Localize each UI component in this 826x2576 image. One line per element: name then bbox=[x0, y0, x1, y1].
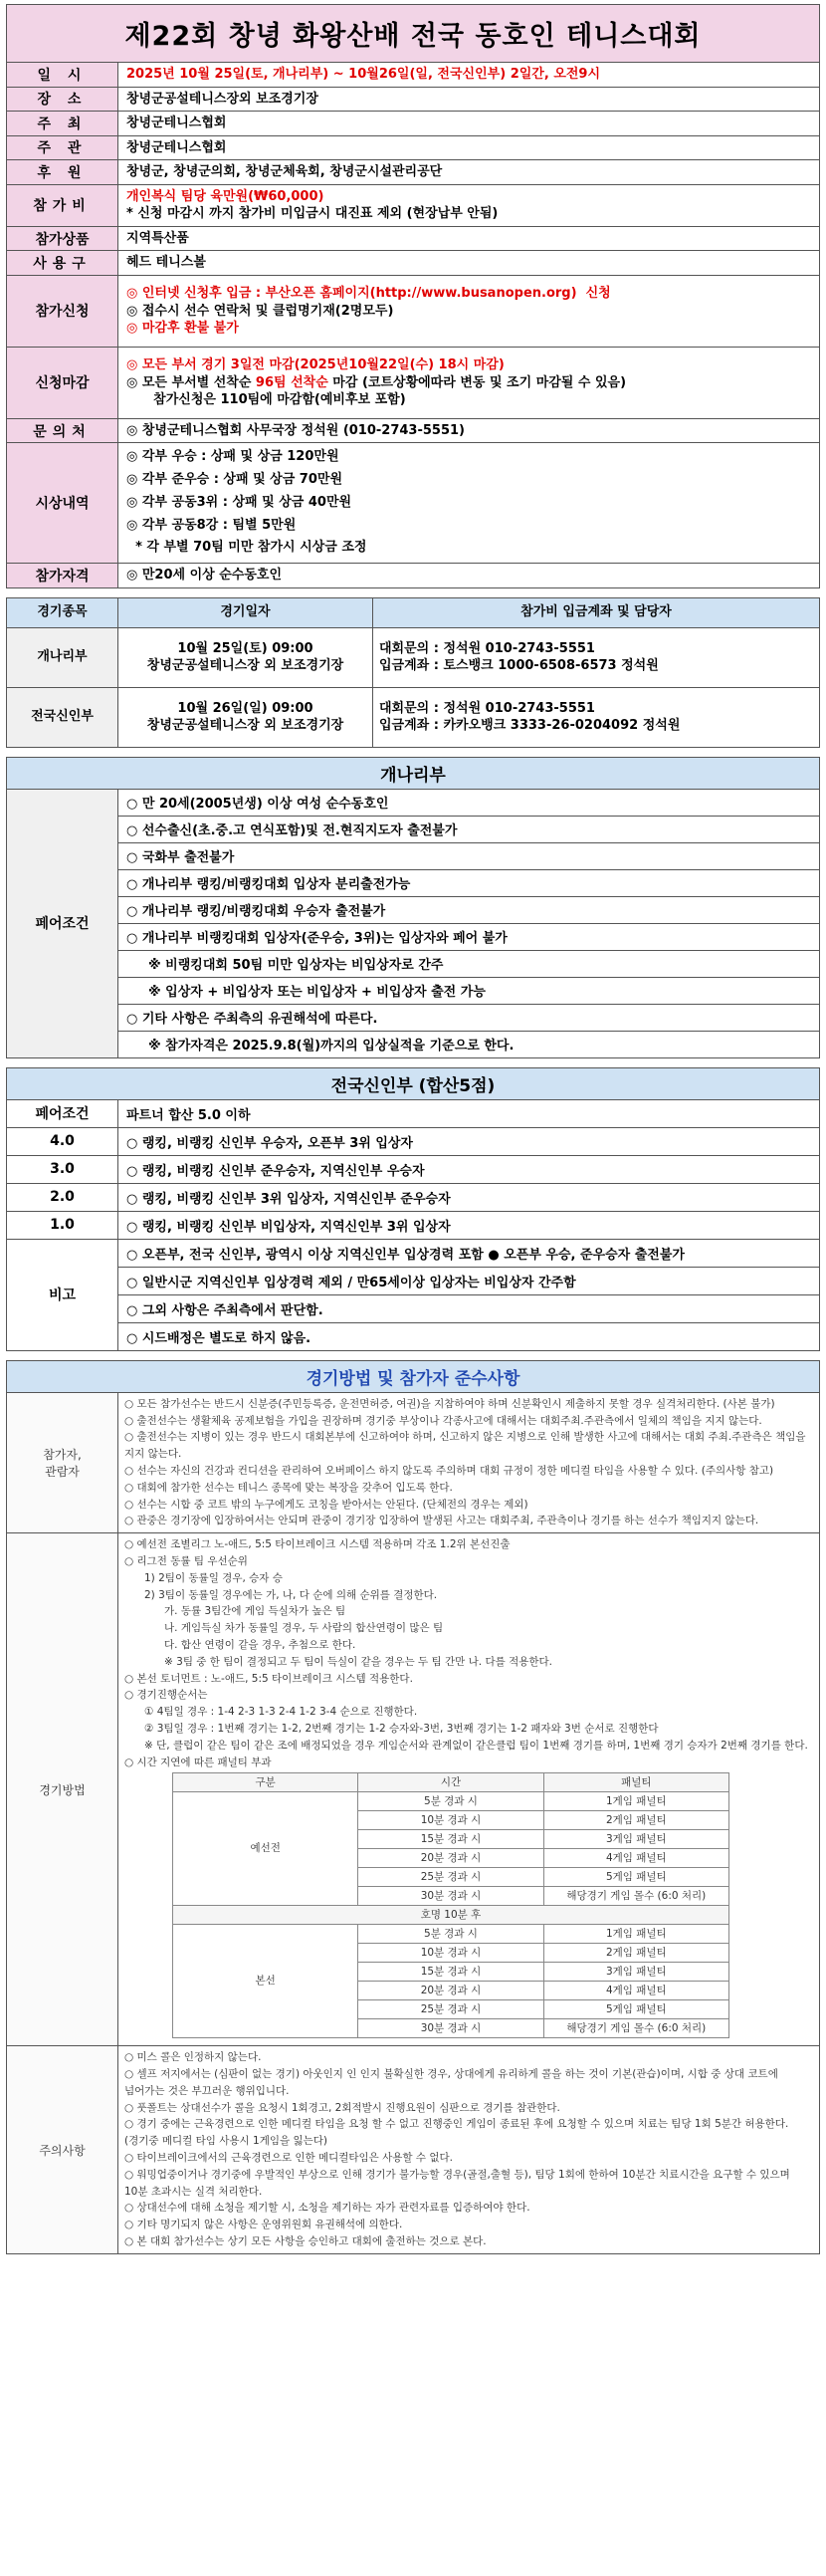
info-line bbox=[126, 205, 811, 223]
info-value bbox=[118, 275, 820, 347]
note-item: ○ 그외 사항은 주최측에서 판단함. bbox=[118, 1294, 820, 1322]
penalty-value: 5게임 패널티 bbox=[543, 1868, 728, 1887]
entry-division: 전국신인부 bbox=[7, 687, 118, 747]
condition-row bbox=[7, 789, 820, 816]
rules-title: 경기방법 및 참가자 준수사항 bbox=[7, 1360, 820, 1392]
info-label: 시상내역 bbox=[7, 443, 118, 564]
note-row bbox=[7, 1322, 820, 1350]
condition-row bbox=[7, 977, 820, 1004]
penalty-header bbox=[173, 1773, 729, 1792]
info-label: 문의처 bbox=[7, 418, 118, 443]
text-span: 창녕군, 창녕군의회, 창녕군체육회, 창녕군시설관리공단 bbox=[126, 164, 443, 180]
condition-row bbox=[7, 869, 820, 896]
condition-item: ※ 입상자 + 비입상자 또는 비입상자 + 비입상자 출전 가능 bbox=[118, 977, 820, 1004]
rules-line: 다. 합산 연령이 같을 경우, 추첨으로 한다. bbox=[164, 1638, 356, 1651]
info-row bbox=[7, 184, 820, 226]
rules-line: ※ 3팀 중 한 팀이 결정되고 두 팀이 득실이 같을 경우는 두 팀 간만 나. 다를 적용한다. bbox=[164, 1655, 552, 1668]
entry-header-division: 경기종목 bbox=[7, 597, 118, 627]
info-value bbox=[118, 443, 820, 564]
penalty-time: 10분 경과 시 bbox=[358, 1811, 543, 1830]
info-label: 신청마감 bbox=[7, 347, 118, 418]
rules-label bbox=[7, 2046, 118, 2254]
penalty-time: 25분 경과 시 bbox=[358, 2000, 543, 2019]
text-span: ◎ 인터넷 신청후 입금 : 부산오픈 홈페이지(http://www.busanopen.org) 신청 bbox=[126, 286, 611, 302]
rules-line: ○ 경기진행순서는 bbox=[124, 1689, 208, 1702]
pair-condition-label: 페어조건 bbox=[7, 1099, 118, 1127]
info-label: 후 원 bbox=[7, 160, 118, 185]
penalty-sub-cell: 호명 10분 후 bbox=[173, 1906, 729, 1925]
rules-section bbox=[7, 1533, 820, 2046]
rules-line: ※ 단, 클럽이 같은 팀이 같은 조에 배정되었을 경우 게임순서와 관계없이 같은클럽 팀이 1번째 경기를 하며, 1번째 경기 승자가 2번째 경기를 한다. bbox=[144, 1739, 808, 1752]
condition-item: ○ 개나리부 랭킹/비랭킹대회 우승자 출전불가 bbox=[118, 896, 820, 923]
entry-header-date: 경기일자 bbox=[118, 597, 373, 627]
text-span: 마감 (코트상황에따라 변동 및 조기 마감될 수 있음) bbox=[327, 374, 627, 390]
score-row bbox=[7, 1127, 820, 1155]
penalty-header-cell: 패널티 bbox=[543, 1773, 728, 1792]
penalty-row bbox=[173, 1792, 729, 1811]
info-label: 참가비 bbox=[7, 184, 118, 226]
rules-section bbox=[7, 2046, 820, 2254]
rules-line: ○ 시간 지연에 따른 패널티 부과 bbox=[124, 1756, 272, 1768]
info-label: 장 소 bbox=[7, 87, 118, 112]
text-span: 96팀 선착순 bbox=[255, 374, 328, 390]
rules-line: ○ 풋폴트는 상대선수가 콜을 요청시 1회경고, 2회적발시 진행요원이 심판으로 경기를 참관한다. bbox=[124, 2101, 560, 2114]
text-span: ◎ 각부 공동8강 : 팀별 5만원 bbox=[126, 517, 297, 533]
condition-item: ○ 만 20세(2005년생) 이상 여성 순수동호인 bbox=[118, 789, 820, 816]
entry-date: 10월 26일(일) 09:00 bbox=[177, 700, 313, 716]
text-span: 창녕군테니스협회 bbox=[126, 139, 227, 155]
info-line bbox=[126, 188, 811, 206]
condition-item: ○ 선수출신(초.중.고 연식포함)및 전.현직지도자 출전불가 bbox=[118, 816, 820, 842]
info-line bbox=[126, 492, 811, 515]
penalty-value: 3게임 패널티 bbox=[543, 1830, 728, 1849]
info-row bbox=[7, 443, 820, 564]
condition-item: ※ 참가자격은 2025.9.8(월)까지의 입상실적을 기준으로 한다. bbox=[118, 1031, 820, 1057]
rules-line: ○ 경기 중에는 근육경련으로 인한 메디컬 타임을 요청 할 수 없고 진행중인 게임이 종료된 후에 요청할 수 있으며 치료는 팀당 1회 5분간 허용한다. (경기중 메디컬 타임 사용시 1게임을 잃는다) bbox=[124, 2118, 789, 2148]
penalty-value: 1게임 패널티 bbox=[543, 1925, 728, 1944]
penalty-value: 4게임 패널티 bbox=[543, 1982, 728, 2000]
page-title: 제22회 창녕 화왕산배 전국 동호인 테니스대회 bbox=[7, 5, 820, 63]
info-value bbox=[118, 564, 820, 588]
score-desc: ○ 랭킹, 비랭킹 신인부 준우승자, 지역신인부 우승자 bbox=[118, 1155, 820, 1183]
penalty-time: 5분 경과 시 bbox=[358, 1925, 543, 1944]
condition-item: ○ 국화부 출전불가 bbox=[118, 842, 820, 869]
penalty-time: 25분 경과 시 bbox=[358, 1868, 543, 1887]
info-row bbox=[7, 87, 820, 112]
info-value bbox=[118, 226, 820, 251]
penalty-row bbox=[173, 1925, 729, 1944]
info-row bbox=[7, 226, 820, 251]
info-row bbox=[7, 564, 820, 588]
rules-label-line: 관람자 bbox=[45, 1464, 80, 1479]
text-span: 지역특산품 bbox=[126, 230, 189, 246]
entry-row bbox=[7, 627, 820, 687]
rules-line: ○ 관중은 경기장에 입장하여서는 안되며 관중이 경기장 입장하여 발생된 사고는 대회주최, 주관측이나 경기를 하는 선수가 책임지지 않는다. bbox=[124, 1515, 759, 1527]
entry-account-cell bbox=[373, 627, 820, 687]
rules-line: ○ 상대선수에 대해 소청을 제기할 시, 소청을 제기하는 자가 관련자료를 입증하여야 한다. bbox=[124, 2202, 530, 2215]
national-table bbox=[6, 1067, 820, 1351]
rules-line: ② 3팀일 경우 : 1번째 경기는 1-2, 2번째 경기는 1-2 승자와-3번, 3번째 경기는 1-2 패자와 3번 순서로 진행한다 bbox=[144, 1722, 659, 1735]
penalty-time: 20분 경과 시 bbox=[358, 1849, 543, 1868]
penalty-time: 5분 경과 시 bbox=[358, 1792, 543, 1811]
score-row bbox=[7, 1155, 820, 1183]
entry-account: 입금계좌 : 카카오뱅크 3333-26-0204092 정석원 bbox=[379, 718, 681, 734]
info-table bbox=[6, 4, 820, 588]
rules-line: ○ 워밍업중이거나 경기중에 우발적인 부상으로 인해 경기가 불가능할 경우(골절,출혈 등), 팀당 1회에 한하여 10분간 치료시간을 요구할 수 있으며 10분 초과시는 실격 처리한다. bbox=[124, 2168, 790, 2198]
rules-line: ○ 선수는 시합 중 코트 밖의 누구에게도 코칭을 받아서는 안된다. (단체전의 경우는 제외) bbox=[124, 1498, 528, 1511]
info-value bbox=[118, 160, 820, 185]
rules-line: ○ 기타 명기되지 않은 사항은 운영위원회 유권해석에 의한다. bbox=[124, 2219, 403, 2231]
penalty-value: 2게임 패널티 bbox=[543, 1944, 728, 1963]
rules-line: ○ 대회에 참가한 선수는 테니스 종목에 맞는 복장을 갖추어 입도록 한다. bbox=[124, 1481, 453, 1494]
rules-content bbox=[118, 2046, 820, 2254]
info-line bbox=[126, 446, 811, 469]
score-desc: ○ 랭킹, 비랭킹 신인부 비입상자, 지역신인부 3위 입상자 bbox=[118, 1211, 820, 1239]
condition-item: ※ 비랭킹대회 50팀 미만 입상자는 비입상자로 간주 bbox=[118, 950, 820, 977]
info-row bbox=[7, 347, 820, 418]
notes-label: 비고 bbox=[7, 1239, 118, 1350]
penalty-table bbox=[172, 1772, 729, 2038]
info-label: 주 관 bbox=[7, 135, 118, 160]
national-title: 전국신인부 (합산5점) bbox=[7, 1067, 820, 1099]
info-line bbox=[126, 515, 811, 538]
info-value bbox=[118, 251, 820, 276]
entry-division: 개나리부 bbox=[7, 627, 118, 687]
info-value bbox=[118, 63, 820, 88]
condition-item: ○ 개나리부 비랭킹대회 입상자(준우승, 3위)는 입상자와 페어 불가 bbox=[118, 923, 820, 950]
rules-line: ○ 미스 콜은 인정하지 않는다. bbox=[124, 2051, 262, 2064]
entry-account: 입금계좌 : 토스뱅크 1000-6508-6573 정석원 bbox=[379, 658, 659, 674]
condition-row bbox=[7, 896, 820, 923]
rules-line: ○ 리그전 동률 팀 우선순위 bbox=[124, 1554, 248, 1567]
score-value: 2.0 bbox=[7, 1183, 118, 1211]
penalty-header-cell: 구분 bbox=[173, 1773, 358, 1792]
info-line bbox=[126, 320, 811, 338]
text-span: 개인복식 팀당 육만원(₩60,000) bbox=[126, 188, 324, 204]
info-row bbox=[7, 418, 820, 443]
text-span: ◎ 각부 공동3위 : 상패 및 상금 40만원 bbox=[126, 494, 352, 510]
score-value: 4.0 bbox=[7, 1127, 118, 1155]
score-value: 3.0 bbox=[7, 1155, 118, 1183]
text-span: 2025년 10월 25일(토, 개나리부) ~ 10월26일(일, 전국신인부) 2일간, 오전9시 bbox=[126, 67, 601, 82]
score-desc: ○ 랭킹, 비랭킹 신인부 3위 입상자, 지역신인부 준우승자 bbox=[118, 1183, 820, 1211]
text-span: 참가신청은 110팀에 마감함(예비후보 포함) bbox=[126, 392, 406, 408]
rules-content bbox=[118, 1392, 820, 1532]
condition-row bbox=[7, 1004, 820, 1031]
rules-label-line: 경기방법 bbox=[39, 1782, 86, 1797]
text-span: ◎ 모든 부서 경기 3일전 마감(2025년10월22일(수) 18시 마감) bbox=[126, 357, 505, 373]
penalty-time: 30분 경과 시 bbox=[358, 1887, 543, 1906]
entry-venue: 창녕군공설테니스장 외 보조경기장 bbox=[146, 718, 344, 734]
condition-row bbox=[7, 1031, 820, 1057]
text-span: ◎ 만20세 이상 순수동호인 bbox=[126, 568, 283, 584]
text-span: ◎ 각부 준우승 : 상패 및 상금 70만원 bbox=[126, 472, 343, 488]
info-row bbox=[7, 112, 820, 136]
score-row bbox=[7, 1183, 820, 1211]
gaenari-label: 페어조건 bbox=[7, 789, 118, 1057]
entry-account-cell bbox=[373, 687, 820, 747]
info-line bbox=[126, 374, 811, 392]
penalty-group: 본선 bbox=[173, 1925, 358, 2038]
info-row bbox=[7, 135, 820, 160]
entry-date: 10월 25일(토) 09:00 bbox=[177, 640, 313, 656]
info-line bbox=[126, 356, 811, 374]
condition-row bbox=[7, 816, 820, 842]
entry-contact: 대회문의 : 정석원 010-2743-5551 bbox=[379, 640, 595, 656]
gaenari-table bbox=[6, 757, 820, 1058]
text-span: 창녕군테니스협회 bbox=[126, 116, 227, 131]
text-span: ◎ 접수시 선수 연락처 및 클럽명기재(2명모두) bbox=[126, 303, 394, 319]
gaenari-title: 개나리부 bbox=[7, 757, 820, 789]
info-row bbox=[7, 63, 820, 88]
info-line bbox=[126, 303, 811, 321]
info-label: 참가상품 bbox=[7, 226, 118, 251]
penalty-sub-row bbox=[173, 1906, 729, 1925]
info-line bbox=[126, 537, 811, 560]
score-row bbox=[7, 1211, 820, 1239]
rules-label bbox=[7, 1392, 118, 1532]
penalty-time: 15분 경과 시 bbox=[358, 1963, 543, 1982]
score-value: 1.0 bbox=[7, 1211, 118, 1239]
entry-date-cell bbox=[118, 627, 373, 687]
penalty-value: 해당경기 게임 몰수 (6:0 처리) bbox=[543, 1887, 728, 1906]
info-row bbox=[7, 251, 820, 276]
text-span: ◎ 각부 우승 : 상패 및 상금 120만원 bbox=[126, 449, 339, 465]
penalty-group: 예선전 bbox=[173, 1792, 358, 1906]
rules-line: ○ 출전선수는 생활체육 공제보험을 가입을 권장하며 경기중 부상이나 각종사고에 대해서는 대회주최.주관측에서 일체의 책임을 지지 않는다. bbox=[124, 1414, 762, 1427]
condition-item: ○ 개나리부 랭킹/비랭킹대회 입상자 분리출전가능 bbox=[118, 869, 820, 896]
rules-section bbox=[7, 1392, 820, 1532]
text-span: ◎ 창녕군테니스협회 사무국장 정석원 (010-2743-5551) bbox=[126, 422, 465, 438]
penalty-value: 3게임 패널티 bbox=[543, 1963, 728, 1982]
note-item: ○ 시드배정은 별도로 하지 않음. bbox=[118, 1322, 820, 1350]
pair-condition-value: 파트너 합산 5.0 이하 bbox=[118, 1099, 820, 1127]
rules-line: ○ 예선전 조별리그 노-애드, 5:5 타이브레이크 시스템 적용하며 각조 1.2위 본선진출 bbox=[124, 1538, 511, 1551]
penalty-value: 해당경기 게임 몰수 (6:0 처리) bbox=[543, 2019, 728, 2038]
penalty-value: 4게임 패널티 bbox=[543, 1849, 728, 1868]
info-label: 참가신청 bbox=[7, 275, 118, 347]
text-span: * 신청 마감시 까지 참가비 미입금시 대진표 제외 (현장납부 안됨) bbox=[126, 206, 499, 222]
info-row bbox=[7, 275, 820, 347]
rules-line: ○ 선수는 자신의 건강과 컨디션을 관리하여 오버페이스 하지 않도록 주의하며 대회 규정이 정한 메디컬 타임을 사용할 수 있다. (주의사항 참고) bbox=[124, 1464, 774, 1477]
info-value bbox=[118, 135, 820, 160]
info-value bbox=[118, 112, 820, 136]
condition-row bbox=[7, 950, 820, 977]
rules-line: ○ 모든 참가선수는 반드시 신분증(주민등록증, 운전면허증, 여권)을 지참하여야 하며 신분확인시 제출하지 못할 경우 실격처리한다. (사본 불가) bbox=[124, 1397, 775, 1410]
info-line bbox=[126, 469, 811, 492]
rules-line: ① 4팀일 경우 : 1-4 2-3 1-3 2-4 1-2 3-4 순으로 진행한다. bbox=[144, 1706, 418, 1719]
text-span: 헤드 테니스볼 bbox=[126, 255, 206, 271]
entry-header-account: 참가비 입금계좌 및 담당자 bbox=[373, 597, 820, 627]
score-desc: ○ 랭킹, 비랭킹 신인부 우승자, 오픈부 3위 입상자 bbox=[118, 1127, 820, 1155]
info-label: 사용구 bbox=[7, 251, 118, 276]
entry-table bbox=[6, 597, 820, 748]
penalty-time: 10분 경과 시 bbox=[358, 1944, 543, 1963]
rules-line: 1) 2팀이 동률일 경우, 승자 승 bbox=[144, 1571, 283, 1584]
info-line bbox=[126, 285, 811, 303]
rules-line: ○ 본선 토너먼트 : 노-애드, 5:5 타이브레이크 시스템 적용한다. bbox=[124, 1672, 413, 1685]
penalty-time: 15분 경과 시 bbox=[358, 1830, 543, 1849]
info-label: 참가자격 bbox=[7, 564, 118, 588]
penalty-time: 30분 경과 시 bbox=[358, 2019, 543, 2038]
rules-content bbox=[118, 1533, 820, 2046]
entry-row bbox=[7, 687, 820, 747]
info-label: 주 최 bbox=[7, 112, 118, 136]
penalty-time: 20분 경과 시 bbox=[358, 1982, 543, 2000]
info-line bbox=[126, 391, 811, 409]
note-item: ○ 오픈부, 전국 신인부, 광역시 이상 지역신인부 입상경력 포함 ● 오픈부 우승, 준우승자 출전불가 bbox=[118, 1239, 820, 1267]
condition-item: ○ 기타 사항은 주최측의 유권해석에 따른다. bbox=[118, 1004, 820, 1031]
info-row bbox=[7, 160, 820, 185]
text-span: ◎ 모든 부서별 선착순 bbox=[126, 374, 256, 390]
text-span: * 각 부별 70팀 미만 참가시 시상금 조정 bbox=[126, 540, 367, 556]
penalty-value: 5게임 패널티 bbox=[543, 2000, 728, 2019]
entry-date-cell bbox=[118, 687, 373, 747]
info-value bbox=[118, 418, 820, 443]
text-span: ◎ 마감후 환불 불가 bbox=[126, 321, 239, 337]
rules-label-line: 주의사항 bbox=[39, 2143, 86, 2158]
rules-table bbox=[6, 1360, 820, 2254]
rules-label bbox=[7, 1533, 118, 2046]
condition-row bbox=[7, 842, 820, 869]
note-row bbox=[7, 1294, 820, 1322]
entry-contact: 대회문의 : 정석원 010-2743-5551 bbox=[379, 700, 595, 716]
entry-venue: 창녕군공설테니스장 외 보조경기장 bbox=[146, 658, 344, 674]
rules-line: ○ 출전선수는 지병이 있는 경우 반드시 대회본부에 신고하여야 하며, 신고하지 않은 지병으로 인해 발생한 사고에 대해서는 대회 주최.주관측은 책임을 지지 않는다. bbox=[124, 1431, 806, 1461]
penalty-header-cell: 시간 bbox=[358, 1773, 543, 1792]
note-item: ○ 일반시군 지역신인부 입상경력 제외 / 만65세이상 입상자는 비입상자 간주함 bbox=[118, 1267, 820, 1294]
rules-line: 2) 3팀이 동률일 경우에는 가, 나, 다 순에 의해 순위를 결정한다. bbox=[144, 1588, 438, 1601]
penalty-value: 2게임 패널티 bbox=[543, 1811, 728, 1830]
rules-label-line: 참가자, bbox=[43, 1447, 82, 1462]
rules-line: 가. 동률 3팀간에 게임 득실차가 높은 팀 bbox=[164, 1605, 346, 1618]
rules-line: 나. 게임득실 차가 동률일 경우, 두 사람의 합산연령이 많은 팀 bbox=[164, 1622, 444, 1635]
text-span: 창녕군공설테니스장외 보조경기장 bbox=[126, 91, 318, 107]
condition-row bbox=[7, 923, 820, 950]
note-row bbox=[7, 1239, 820, 1267]
note-row bbox=[7, 1267, 820, 1294]
rules-line: ○ 타이브레이크에서의 근육경련으로 인한 메디컬타임은 사용할 수 없다. bbox=[124, 2152, 454, 2165]
info-value bbox=[118, 184, 820, 226]
info-value bbox=[118, 87, 820, 112]
rules-line: ○ 본 대회 참가선수는 상기 모든 사항을 승인하고 대회에 출전하는 것으로 본다. bbox=[124, 2235, 487, 2248]
info-label: 일 시 bbox=[7, 63, 118, 88]
penalty-value: 1게임 패널티 bbox=[543, 1792, 728, 1811]
info-value bbox=[118, 347, 820, 418]
rules-line: ○ 셀프 저지에서는 (심판이 없는 경기) 아웃인지 인 인지 불확실한 경우, 상대에게 유리하게 콜을 하는 것이 기본(관습)이며, 시합 중 상대 코트에 넘어가는 것은 부끄러운 행위입니다. bbox=[124, 2068, 778, 2097]
